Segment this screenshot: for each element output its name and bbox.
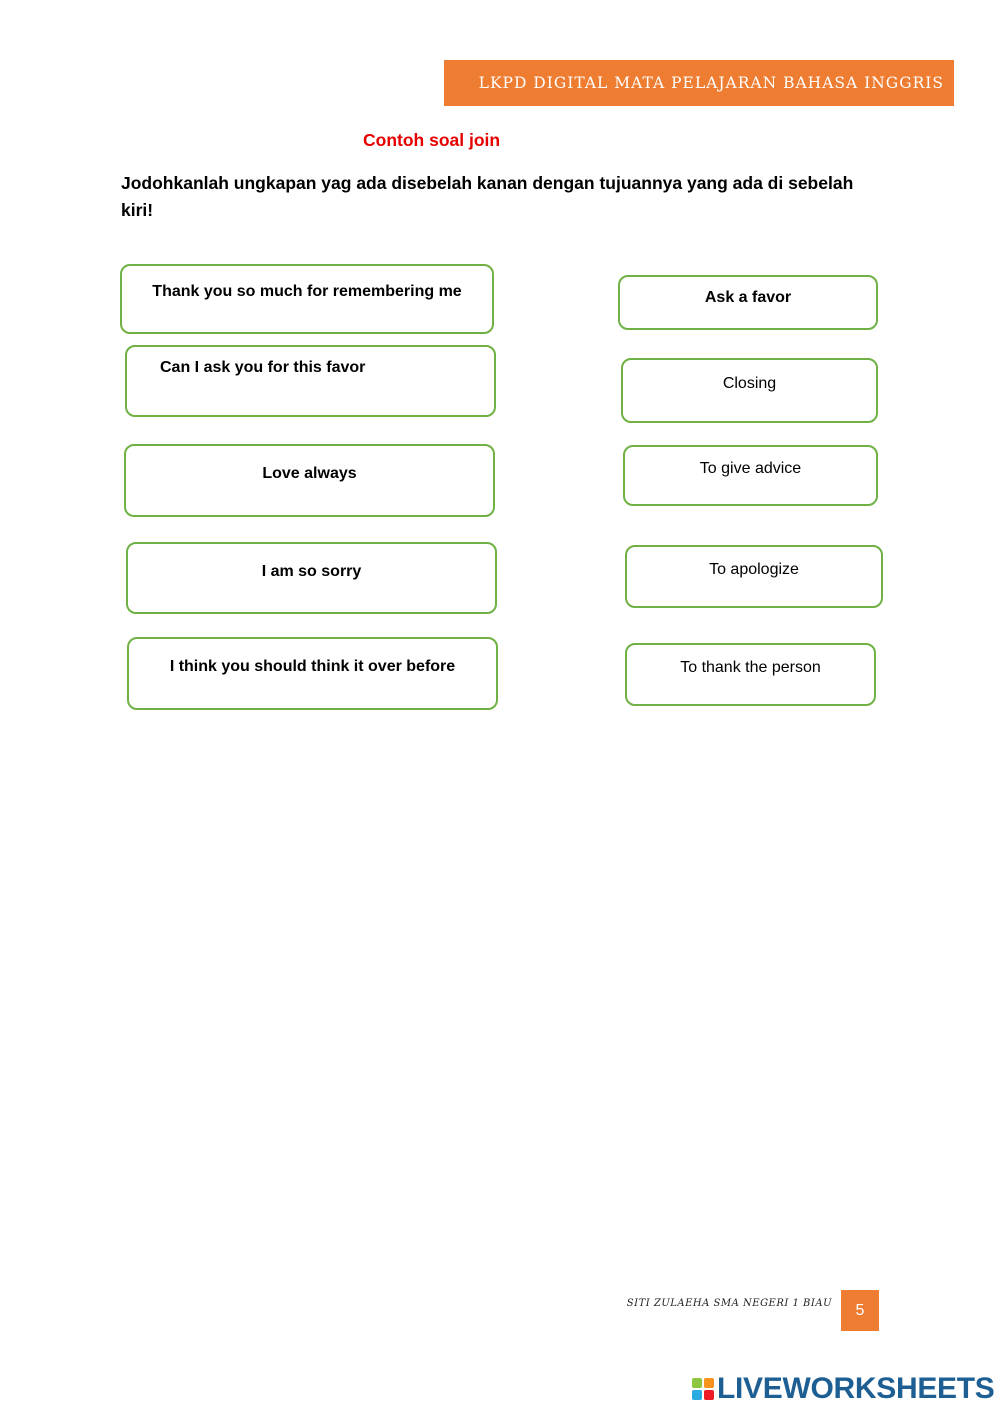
left-item-label: Thank you so much for remembering me [152,283,462,300]
left-item-ask-favor[interactable] [125,345,496,417]
right-item-label: Closing [722,375,777,392]
right-item-apologize[interactable] [625,545,883,608]
header-title: LKPD DIGITAL MATA PELAJARAN BAHASA INGGRIS [478,74,944,92]
left-item-thank-you[interactable] [120,264,494,334]
left-item-love-always[interactable] [124,444,495,517]
right-item-label: To apologize [709,561,799,578]
right-item-thank-person[interactable] [625,643,876,706]
right-item-label: To give advice [699,460,802,477]
brand-icon-square [704,1378,714,1388]
instruction-text: Jodohkanlah ungkapan yag ada disebelah kanan dengan tujuannya yang ada di sebelah kiri! [121,173,854,220]
liveworksheets-icon [692,1378,714,1400]
section-title: Contoh soal join [363,130,501,150]
page-number [841,1290,879,1331]
right-item-label: Ask a favor [704,289,792,306]
footer-author: SITI ZULAEHA SMA NEGERI 1 BIAU [626,1298,832,1309]
brand-icon-square [692,1390,702,1400]
right-item-closing[interactable] [621,358,878,423]
right-item-ask-a-favor[interactable] [618,275,878,330]
header-banner [444,60,954,106]
left-item-label: Can I ask you for this favor [160,359,366,376]
liveworksheets-logo [692,1372,995,1406]
brand-icon-square [704,1390,714,1400]
left-item-sorry[interactable] [126,542,497,614]
page-number-label: 5 [855,1301,865,1319]
liveworksheets-name: LIVEWORKSHEETS [717,1372,995,1405]
right-item-give-advice[interactable] [623,445,878,506]
brand-icon-square [692,1378,702,1388]
left-item-label: Love always [262,465,357,482]
right-item-label: To thank the person [680,659,821,676]
left-item-label: I think you should think it over before [169,658,456,675]
left-item-label: I am so sorry [261,563,362,580]
left-item-advice[interactable] [127,637,498,710]
